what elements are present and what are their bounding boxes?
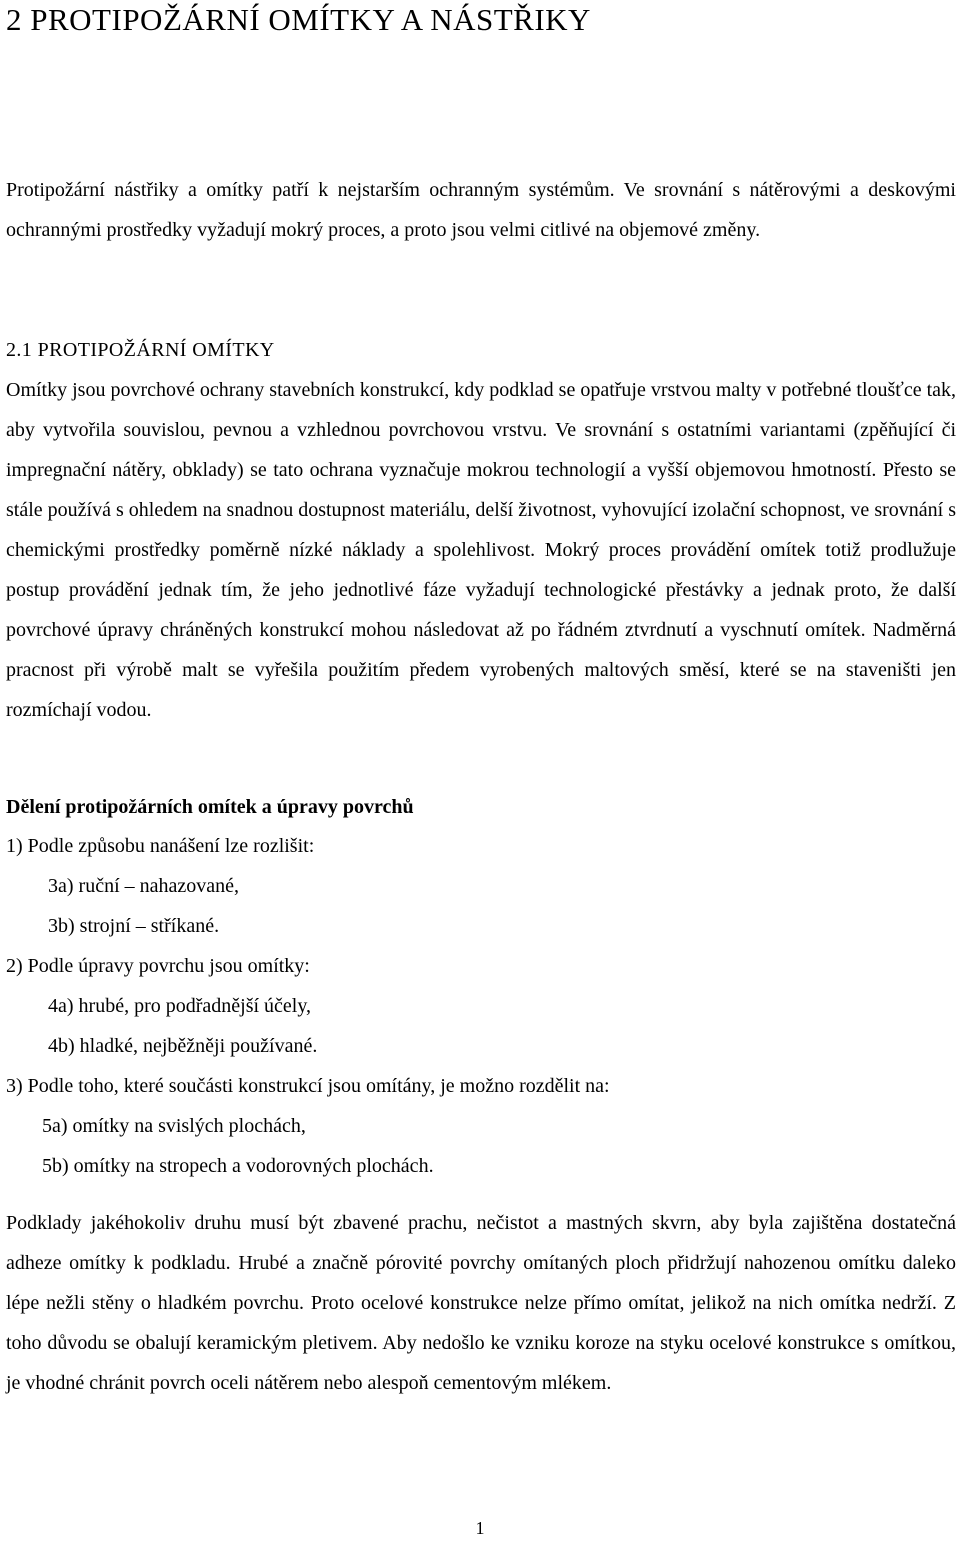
intro-paragraph: Protipožární nástřiky a omítky patří k nejstarším ochranným systémům. Ve srovnání s nátěrovými a deskovými ochrannými prostředky vyžadují mokrý proces, a proto jsou velmi citlivé na objemové změny.: [6, 179, 956, 241]
closing-paragraph: Podklady jakéhokoliv druhu musí být zbavené prachu, nečistot a mastných skvrn, aby byla zajištěna dostatečná adheze omítky k podkladu. Hrubé a značně pórovité povrchy omítaných ploch přidržují nahozenou omítku daleko lépe nežli stěny o hladkém povrchu. Proto ocelové konstrukce nelze přímo omítat, jelikož na nich omítka nedrží. Z toho důvodu se obalují keramickým pletivem. Aby nedošlo ke vzniku koroze na styku ocelové konstrukce s omítkou, je vhodné chránit povrch oceli nátěrem nebo alespoň cementovým mlékem.: [6, 1212, 956, 1394]
list-item: 2) Podle úpravy povrchu jsou omítky:: [6, 955, 310, 977]
list-item: 4b) hladké, nejběžněji používané.: [48, 1035, 318, 1057]
section-paragraph: Omítky jsou povrchové ochrany stavebních konstrukcí, kdy podklad se opatřuje vrstvou malty v potřebné tloušťce tak, aby vytvořila souvislou, pevnou a vzhlednou povrchovou vrstvu. Ve srovnání s ostatními variantami (zpěňující či impregnační nátěry, obklady) se tato ochrana vyznačuje mokrou technologií a vyšší objemovou hmotností. Přesto se stále používá s ohledem na snadnou dostupnost materiálu, delší životnost, vyhovující izolační schopnost, ve srovnání s chemickými prostředky poměrně nízké náklady a spolehlivost. Mokrý proces provádění omítek totiž prodlužuje postup provádění jednak tím, že jeho jednotlivé fáze vyžadují technologické přestávky a jednak proto, že další povrchové úpravy chráněných konstrukcí mohou následovat až po řádném ztvrdnutí a vyschnutí omítek. Nadměrná pracnost při výrobě malt se vyřešila použitím předem vyrobených maltových směsí, které se na staveništi jen rozmíchají vodou.: [6, 379, 957, 721]
list-item: 3) Podle toho, které součásti konstrukcí jsou omítány, je možno rozdělit na:: [6, 1075, 610, 1097]
list-item: 5b) omítky na stropech a vodorovných plochách.: [42, 1155, 434, 1177]
list-item: 4a) hrubé, pro podřadnější účely,: [48, 995, 312, 1017]
classification-list: [6, 826, 956, 1186]
page-number: 1: [475, 1518, 485, 1538]
list-item: 3a) ruční – nahazované,: [48, 875, 240, 897]
list-item: 3b) strojní – stříkané.: [48, 915, 220, 937]
classification-heading: Dělení protipožárních omítek a úpravy povrchů: [6, 796, 414, 818]
list-item: 5a) omítky na svislých plochách,: [42, 1115, 306, 1137]
section-title: 2.1 PROTIPOŽÁRNÍ OMÍTKY: [6, 339, 275, 361]
list-item: 1) Podle způsobu nanášení lze rozlišit:: [6, 835, 315, 857]
chapter-title: 2 PROTIPOŽÁRNÍ OMÍTKY A NÁSTŘIKY: [6, 2, 591, 37]
